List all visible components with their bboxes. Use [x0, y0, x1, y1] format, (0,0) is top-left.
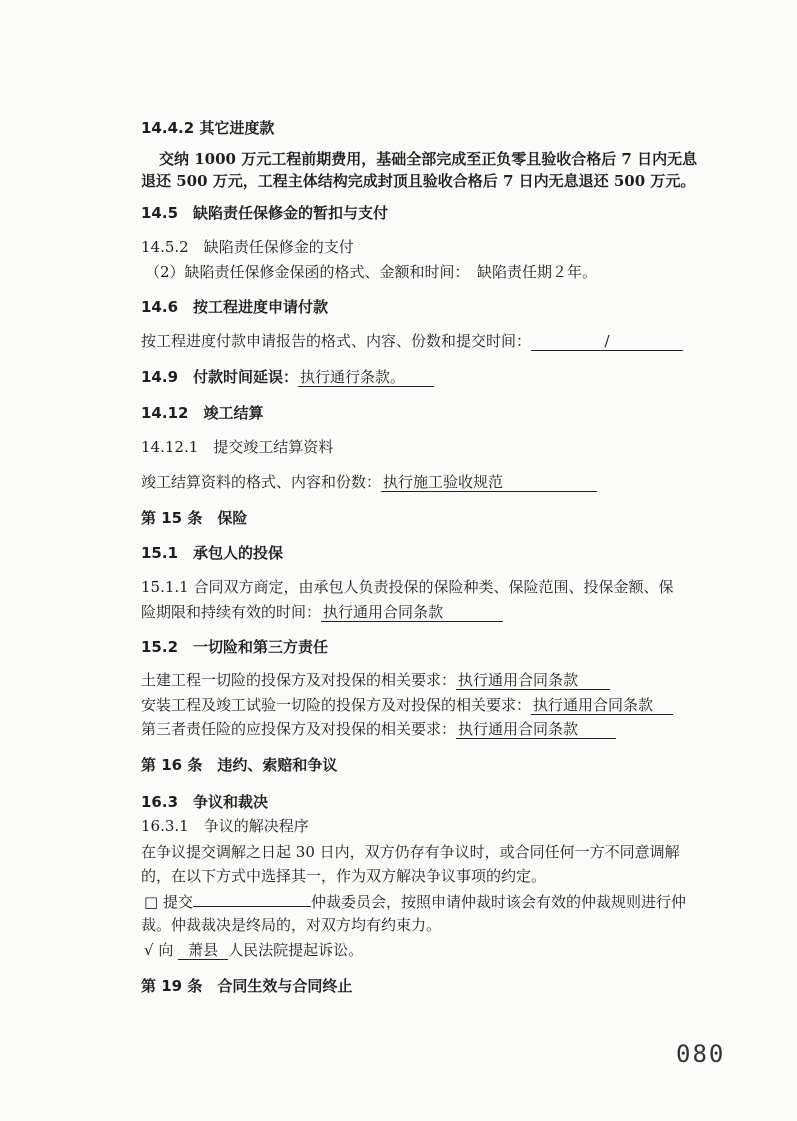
field-label: 安装工程及竣工试验一切险的投保方及对投保的相关要求：	[141, 696, 532, 714]
paragraph-line: 退还 500 万元，工程主体结构完成封顶且验收合格后 7 日内无息退还 500 万元。	[141, 172, 696, 190]
field-value: 执行通行条款。	[298, 368, 434, 387]
field-line	[141, 670, 610, 690]
field-line	[141, 472, 597, 492]
field-value: 萧县	[178, 941, 228, 960]
field-label: 竣工结算资料的格式、内容和份数：	[141, 473, 382, 491]
section-heading-15-1: 15.1 承包人的投保	[141, 544, 284, 562]
field-label: 险期限和持续有效的时间：	[141, 603, 322, 621]
field-value: 执行通用合同条款	[321, 603, 503, 622]
section-heading-14-5: 14.5 缺陷责任保修金的暂扣与支付	[141, 204, 389, 222]
section-heading-14-12: 14.12 竣工结算	[141, 404, 264, 422]
paragraph-line: （2）缺陷责任保修金保函的格式、金额和时间： 缺陷责任期２年。	[145, 263, 598, 281]
field-line	[141, 331, 683, 351]
section-heading-14-9	[141, 367, 434, 387]
subsection-heading: 14.5.2 缺陷责任保修金的支付	[141, 238, 354, 256]
option-text: 仲裁委员会，按照申请仲裁时该会有效的仲裁规则进行仲	[310, 893, 686, 911]
checkmark-icon: √	[144, 941, 154, 959]
paragraph-line: 的，在以下方式中选择其一，作为双方解决争议事项的约定。	[141, 867, 547, 885]
paragraph-line: 在争议提交调解之日起 30 日内，双方仍存有争议时，或合同任何一方不同意调解	[141, 843, 680, 861]
option-text: 提交	[162, 893, 193, 911]
field-line	[141, 719, 616, 739]
article-heading-16: 第 16 条 违约、索赔和争议	[141, 756, 338, 774]
field-label: 按工程进度付款申请报告的格式、内容、份数和提交时间：	[141, 332, 532, 350]
field-line	[141, 602, 503, 622]
paragraph-line: 裁。仲裁裁决是终局的，对双方均有约束力。	[141, 916, 442, 934]
heading-label: 14.9 付款时间延误：	[141, 368, 299, 386]
article-heading-15: 第 15 条 保险	[141, 509, 248, 527]
field-line	[141, 695, 673, 715]
section-heading-16-3: 16.3 争议和裁决	[141, 793, 269, 811]
section-heading-14-6: 14.6 按工程进度申请付款	[141, 298, 329, 316]
paragraph-line: 交纳 1000 万元工程前期费用，基础全部完成至正负零且验收合格后 7 日内无息	[159, 150, 698, 168]
paragraph-line: 15.1.1 合同双方商定，由承包人负责投保的保险种类、保险范围、投保金额、保	[141, 578, 674, 596]
option-text: 人民法院提起诉讼。	[228, 941, 364, 959]
field-label: 土建工程一切险的投保方及对投保的相关要求：	[141, 671, 457, 689]
blank-field	[193, 890, 311, 907]
section-heading-14-4-2: 14.4.2 其它进度款	[141, 119, 275, 137]
option-litigation	[144, 940, 363, 960]
subsection-heading: 16.3.1 争议的解决程序	[141, 817, 309, 835]
field-value: /	[531, 332, 683, 351]
section-heading-15-2: 15.2 一切险和第三方责任	[141, 638, 329, 656]
page-number: 080	[676, 1040, 726, 1068]
field-value: 执行通用合同条款	[531, 696, 673, 715]
option-arbitration	[144, 890, 686, 912]
option-text: 向	[158, 941, 174, 959]
field-value: 执行通用合同条款	[456, 720, 616, 739]
checkbox-empty-icon: □	[144, 893, 159, 911]
field-label: 第三者责任险的应投保方及对投保的相关要求：	[141, 720, 457, 738]
field-value: 执行施工验收规范	[381, 473, 597, 492]
subsection-heading: 14.12.1 提交竣工结算资料	[141, 438, 334, 456]
article-heading-19: 第 19 条 合同生效与合同终止	[141, 977, 353, 995]
field-value: 执行通用合同条款	[456, 671, 610, 690]
